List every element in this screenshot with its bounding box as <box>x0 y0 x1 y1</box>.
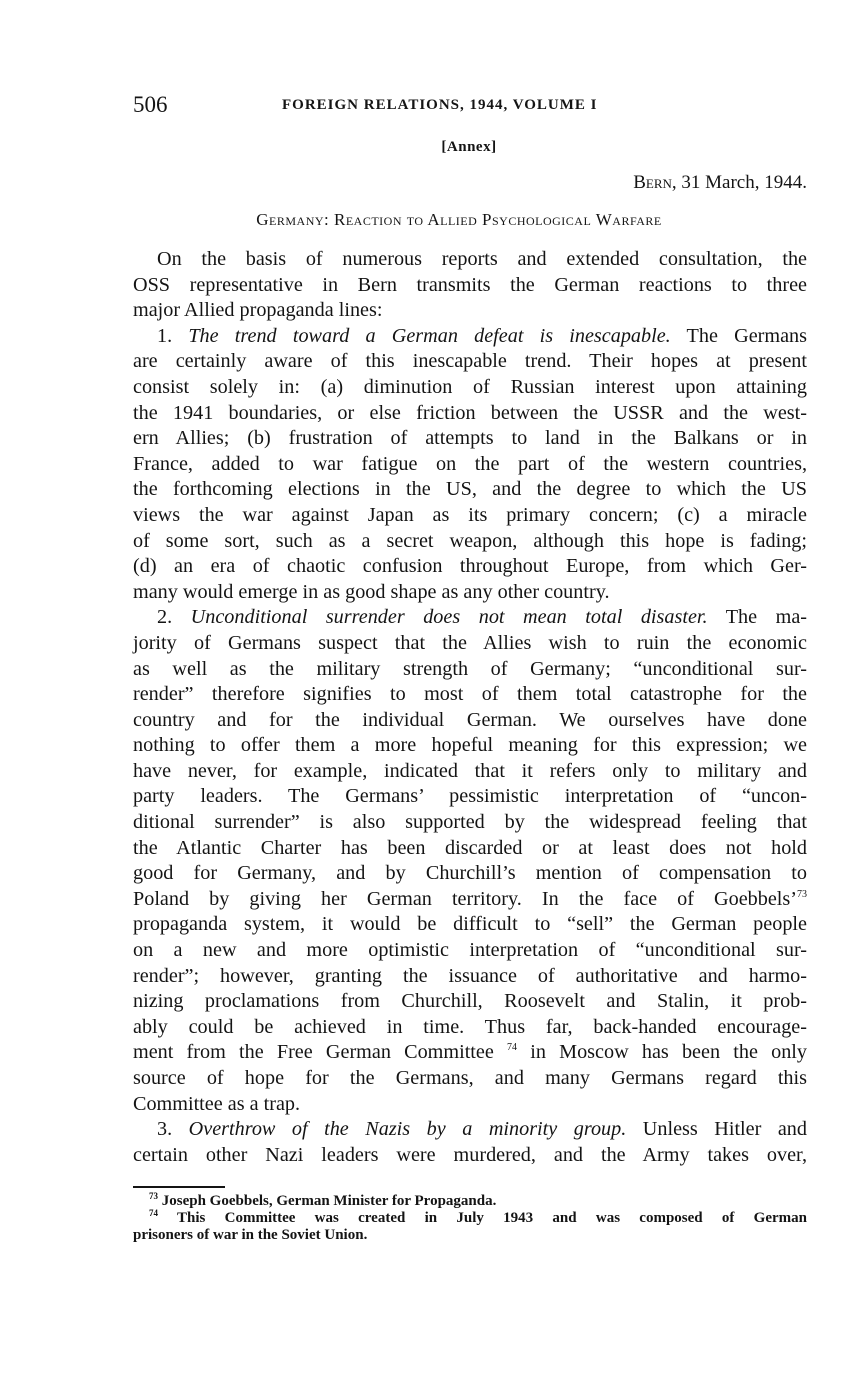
footnote-mark: 73 <box>149 1191 158 1201</box>
item2-first-line <box>133 605 807 631</box>
item2-line: Committee as a trap. <box>133 1092 301 1115</box>
item1-heading: The trend toward a German defeat is inescapable. <box>188 324 671 347</box>
intro-line: On the basis of numerous reports and extended consultation, the <box>157 248 807 270</box>
item2-line: ably could be achieved in time. Thus far, back-handed encourage- <box>133 1015 807 1038</box>
footnote-ref-74[interactable]: 74 <box>507 1042 518 1054</box>
footnote-divider <box>133 1186 225 1188</box>
intro-line: OSS representative in Bern transmits the German reactions to three <box>133 273 807 296</box>
running-title: FOREIGN RELATIONS, 1944, VOLUME I <box>282 97 598 113</box>
item2-heading: Unconditional surrender does not mean total disaster. <box>190 606 708 629</box>
annex-label: [Annex] <box>441 139 497 155</box>
item1-line: (d) an era of chaotic confusion throughout Europe, from which Ger- <box>133 555 807 578</box>
item2-line: the Atlantic Charter has been discarded or at least does not hold <box>133 836 807 859</box>
item3-heading: Overthrow of the Nazis by a minority group. <box>188 1118 627 1141</box>
page-number: 506 <box>133 92 168 117</box>
body-text <box>133 247 807 1168</box>
dateline-place: Bern <box>633 172 672 193</box>
item2-line: ditional surrender” is also supported by the widespread feeling that <box>133 811 807 834</box>
item2-line: render” therefore signifies to most of them total catastrophe for the <box>133 683 807 706</box>
item1-line: are certainly aware of this inescapable trend. Their hopes at present <box>133 350 807 373</box>
goebbels-line-text: Poland by giving her German territory. In the face of Goebbels’ <box>133 887 797 910</box>
item1-line: many would emerge in as good shape as any other country. <box>133 580 610 603</box>
item2-number: 2. <box>157 606 191 629</box>
footnote-mark: 74 <box>149 1208 158 1218</box>
item2-committee-line <box>133 1040 807 1066</box>
footnote-text: Joseph Goebbels, German Minister for Propaganda. <box>161 1193 497 1209</box>
footnote-73 <box>133 1193 807 1210</box>
footnote-text: This Committee was created in July 1943 and was composed of German <box>177 1210 807 1226</box>
section-title: Germany: Reaction to Allied Psychological Warfare <box>256 210 662 229</box>
item1-line: consist solely in: (a) diminution of Russian interest upon attaining <box>133 375 807 398</box>
item2-line: source of hope for the Germans, and many Germans regard this <box>133 1067 807 1089</box>
item1-first-tail: The Germans <box>670 324 807 347</box>
footnote-74 <box>133 1210 807 1227</box>
item1-line: of some sort, such as a secret weapon, although this hope is fading; <box>133 529 807 552</box>
intro-line: major Allied propaganda lines: <box>133 299 383 322</box>
item1-line: the forthcoming elections in the US, and the degree to which the US <box>133 478 807 501</box>
dateline-date: , 31 March, 1944. <box>671 172 807 193</box>
footnote-74-continuation: prisoners of war in the Soviet Union. <box>133 1227 368 1243</box>
item3-line: certain other Nazi leaders were murdered, and the Army takes over, <box>133 1143 807 1166</box>
item2-line: nizing proclamations from Churchill, Roosevelt and Stalin, it prob- <box>133 990 807 1013</box>
item2-line: on a new and more optimistic interpretation of “unconditional sur- <box>133 939 807 962</box>
committee-line-end: in Moscow has been the only <box>517 1041 808 1064</box>
item2-line: jority of Germans suspect that the Allies wish to ruin the economic <box>133 631 807 654</box>
item2-goebbels-line <box>133 887 807 913</box>
item1-first-line <box>133 324 807 350</box>
item2-line: render”; however, granting the issuance of authoritative and harmo- <box>133 964 807 987</box>
item2-line: country and for the individual German. We ourselves have done <box>133 708 807 731</box>
committee-line-start: ment from the Free German Committee <box>133 1041 494 1064</box>
item2-line: as well as the military strength of Germany; “unconditional sur- <box>133 657 807 680</box>
item1-number: 1. <box>157 324 189 347</box>
item3-first-tail: Unless Hitler and <box>626 1118 807 1141</box>
item2-line: propaganda system, it would be difficult to “sell” the German people <box>133 913 807 936</box>
item3-number: 3. <box>157 1118 189 1141</box>
item2-line: have never, for example, indicated that it refers only to military and <box>133 759 807 782</box>
running-head <box>133 92 807 120</box>
item1-line: the 1941 boundaries, or else friction between the USSR and the west- <box>133 401 807 424</box>
item1-line: views the war against Japan as its primary concern; (c) a miracle <box>133 503 807 526</box>
item2-line: nothing to offer them a more hopeful meaning for this expression; we <box>133 734 807 757</box>
item2-line: good for Germany, and by Churchill’s mention of compensation to <box>133 862 807 885</box>
item2-first-tail: The ma- <box>707 606 808 629</box>
item3-first-line <box>133 1117 807 1143</box>
item2-line: party leaders. The Germans’ pessimistic interpretation of “uncon- <box>133 785 807 808</box>
footnotes <box>133 1193 807 1244</box>
footnote-ref-73[interactable]: 73 <box>797 888 807 900</box>
item1-line: ern Allies; (b) frustration of attempts to land in the Balkans or in <box>133 427 807 450</box>
dateline <box>633 172 807 194</box>
item1-line: France, added to war fatigue on the part of the western countries, <box>133 452 807 475</box>
